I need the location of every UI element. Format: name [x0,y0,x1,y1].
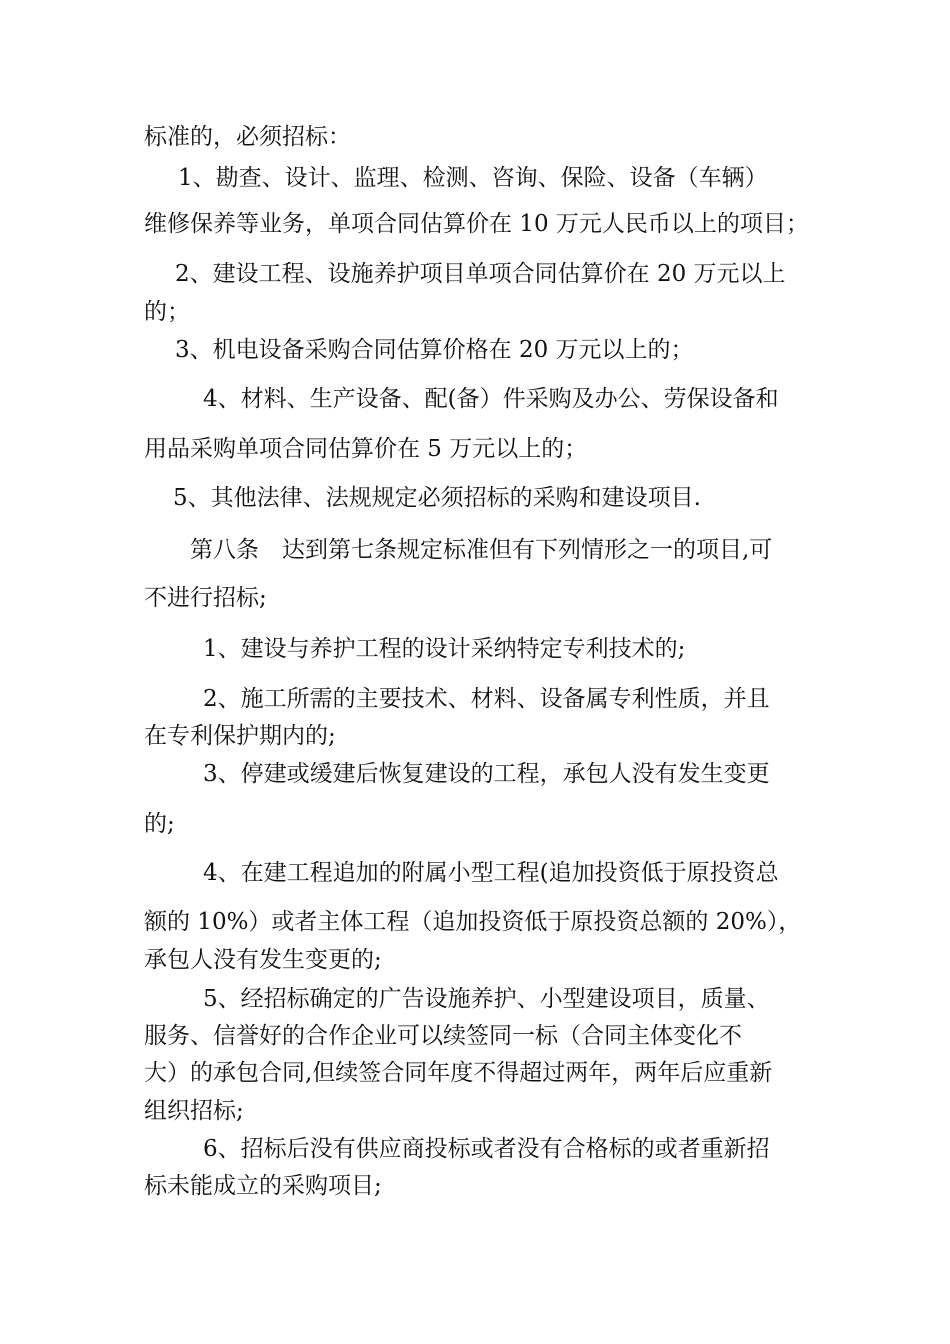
exempt-item-4-cont-2: 承包人没有发生变更的; [144,947,382,973]
list-item-1: 1、勘查、设计、监理、检测、咨询、保险、设备（车辆） [178,165,768,191]
exempt-item-5-cont-2: 大）的承包合同,但续签合同年度不得超过两年，两年后应重新 [144,1060,773,1086]
exempt-item-5: 5、经招标确定的广告设施养护、小型建设项目，质量、 [203,986,770,1012]
exempt-item-6: 6、招标后没有供应商投标或者没有合格标的或者重新招 [203,1136,770,1162]
article-8-heading: 第八条 达到第七条规定标准但有下列情形之一的项目,可 [190,537,773,563]
list-item-4-cont: 用品采购单项合同估算价在 5 万元以上的； [144,436,588,462]
body-line-1: 标准的，必须招标： [144,124,351,150]
exempt-item-2-cont: 在专利保护期内的; [144,723,336,749]
list-item-1-cont: 维修保养等业务，单项合同估算价在 10 万元人民币以上的项目； [144,211,809,237]
list-item-2: 2、建设工程、设施养护项目单项合同估算价在 20 万元以上 [175,261,786,287]
exempt-item-6-cont: 标未能成立的采购项目; [144,1173,382,1199]
exempt-item-5-cont-1: 服务、信誉好的合作企业可以续签同一标（合同主体变化不 [144,1023,742,1049]
list-item-2-cont: 的； [144,299,190,325]
list-item-3: 3、机电设备采购合同估算价格在 20 万元以上的； [175,337,694,363]
exempt-item-4-cont-1: 额的 10%）或者主体工程（追加投资低于原投资总额的 20%）， [144,909,802,935]
exempt-item-3: 3、停建或缓建后恢复建设的工程，承包人没有发生变更 [203,761,770,787]
exempt-item-1: 1、建设与养护工程的设计采纳特定专利技术的; [203,636,686,662]
list-item-5: 5、其他法律、法规规定必须招标的采购和建设项目. [173,485,701,511]
list-item-4: 4、材料、生产设备、配(备）件采购及办公、劳保设备和 [203,386,779,412]
exempt-item-2: 2、施工所需的主要技术、材料、设备属专利性质，并且 [203,686,770,712]
article-8-cont: 不进行招标; [144,585,267,611]
exempt-item-3-cont: 的; [144,811,175,837]
exempt-item-4: 4、在建工程追加的附属小型工程(追加投资低于原投资总 [203,860,779,886]
exempt-item-5-cont-3: 组织招标; [144,1098,244,1124]
